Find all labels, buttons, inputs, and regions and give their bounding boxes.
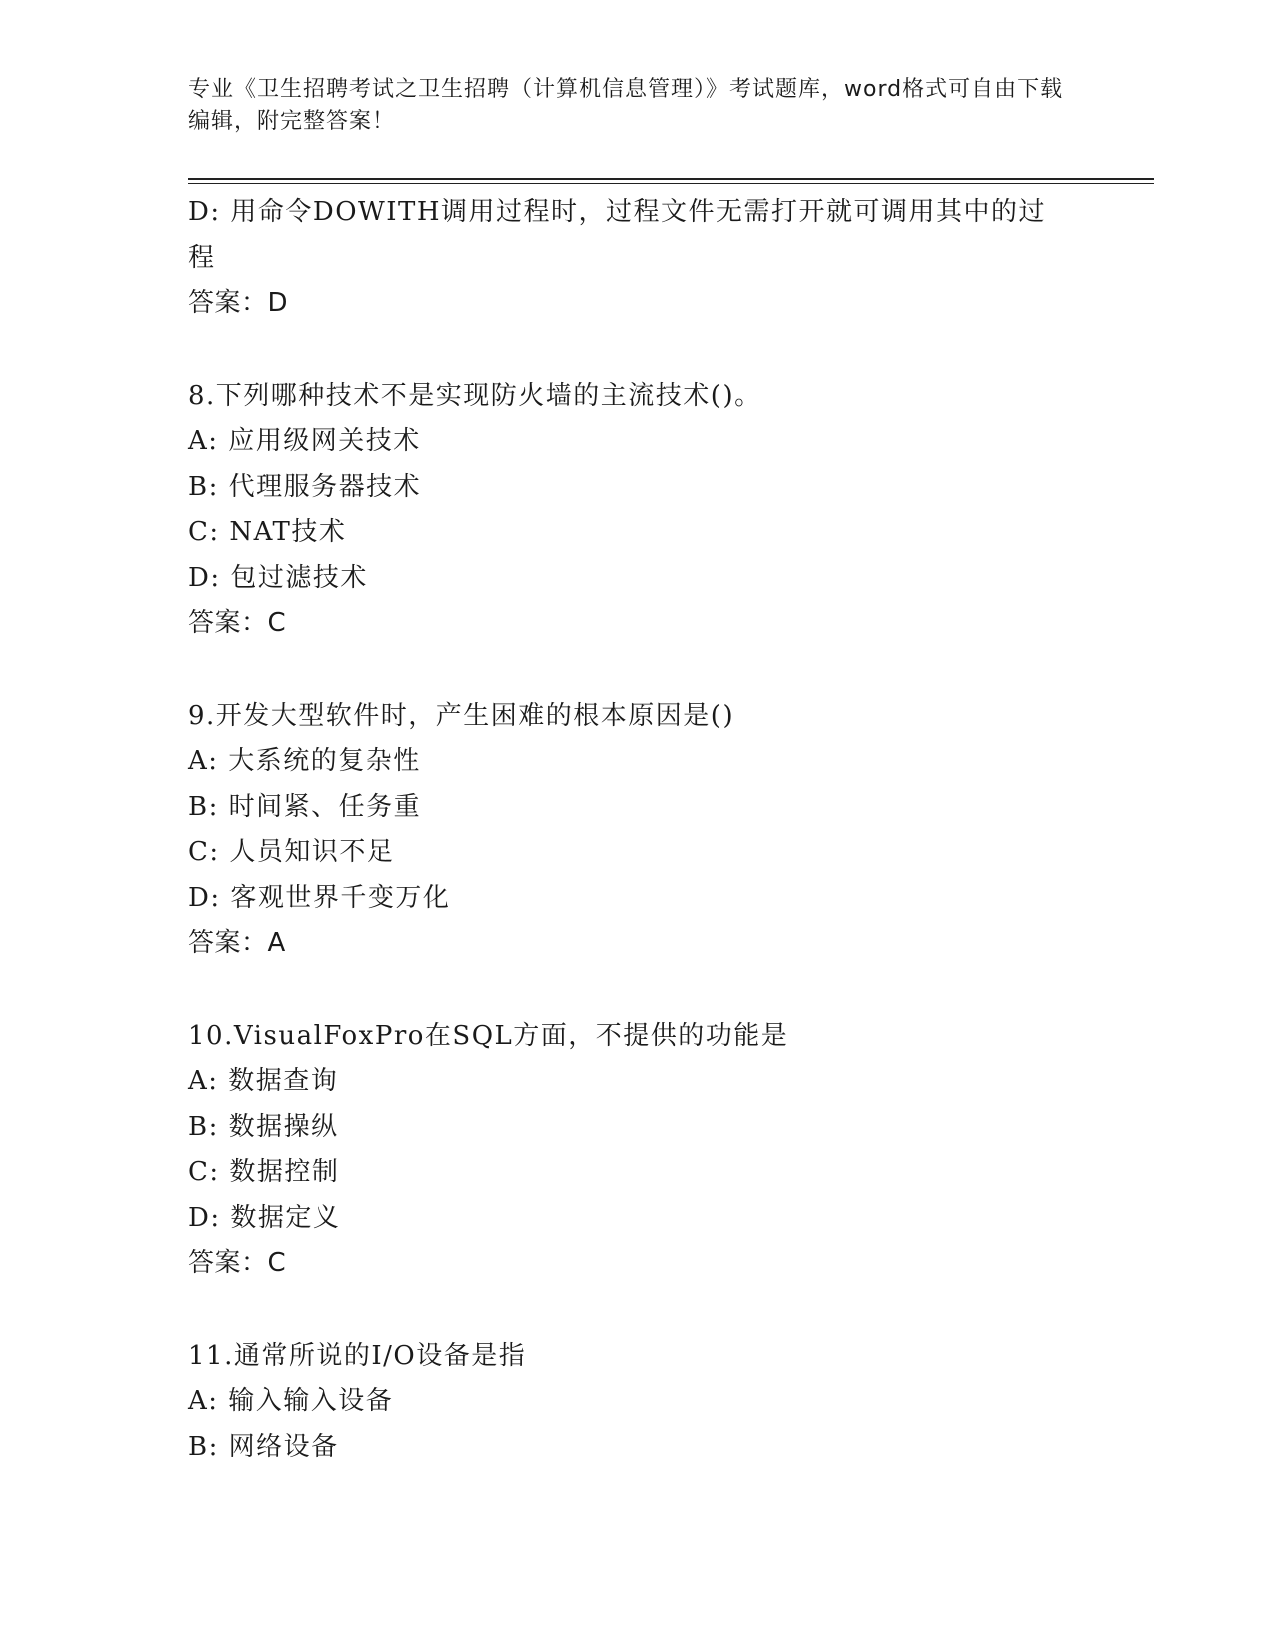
question-stem: 10.VisualFoxPro在SQL方面，不提供的功能是	[188, 1020, 789, 1051]
option-b: B: 数据操纵	[188, 1111, 339, 1142]
option-d: D: 数据定义	[188, 1202, 341, 1233]
question-stem: 9.开发大型软件时，产生困难的根本原因是()	[188, 700, 735, 731]
question-7-tail	[188, 190, 1068, 327]
question-list	[188, 190, 1068, 1470]
option-c: C: 数据控制	[188, 1157, 340, 1187]
answer-line: 答案：D	[188, 288, 289, 318]
option-d-continued: 程	[188, 242, 216, 273]
spacer	[188, 327, 1068, 374]
option-b: B: 代理服务器技术	[188, 471, 422, 502]
option-a: A: 数据查询	[188, 1066, 339, 1096]
answer-line: 答案：A	[188, 928, 286, 958]
question-10	[188, 1014, 1068, 1287]
option-a: A: 输入输入设备	[188, 1386, 394, 1416]
header-text: 专业《卫生招聘考试之卫生招聘（计算机信息管理）》考试题库，word格式可自由下载编辑，附完整答案！	[188, 77, 1064, 134]
question-stem: 11.通常所说的I/O设备是指	[188, 1340, 527, 1371]
option-c: C: 人员知识不足	[188, 837, 395, 867]
answer-line: 答案：C	[188, 1248, 287, 1278]
spacer	[188, 647, 1068, 694]
answer-line: 答案：C	[188, 608, 287, 638]
option-c: C: NAT技术	[188, 517, 347, 547]
question-9	[188, 694, 1068, 967]
header-rule-thick	[188, 178, 1154, 180]
spacer	[188, 967, 1068, 1014]
header-rule-thin	[188, 183, 1154, 184]
question-8	[188, 374, 1068, 647]
option-b: B: 时间紧、任务重	[188, 791, 422, 822]
option-d: D: 包过滤技术	[188, 562, 368, 593]
spacer	[188, 1287, 1068, 1334]
option-d: D: 客观世界千变万化	[188, 882, 451, 913]
question-stem: 8.下列哪种技术不是实现防火墙的主流技术()。	[188, 380, 762, 411]
question-11	[188, 1334, 1068, 1471]
document-header	[188, 74, 1068, 138]
option-a: A: 大系统的复杂性	[188, 746, 421, 776]
option-d: D: 用命令DOWITH调用过程时，过程文件无需打开就可调用其中的过	[188, 197, 1047, 227]
option-a: A: 应用级网关技术	[188, 426, 421, 456]
option-b: B: 网络设备	[188, 1431, 339, 1462]
